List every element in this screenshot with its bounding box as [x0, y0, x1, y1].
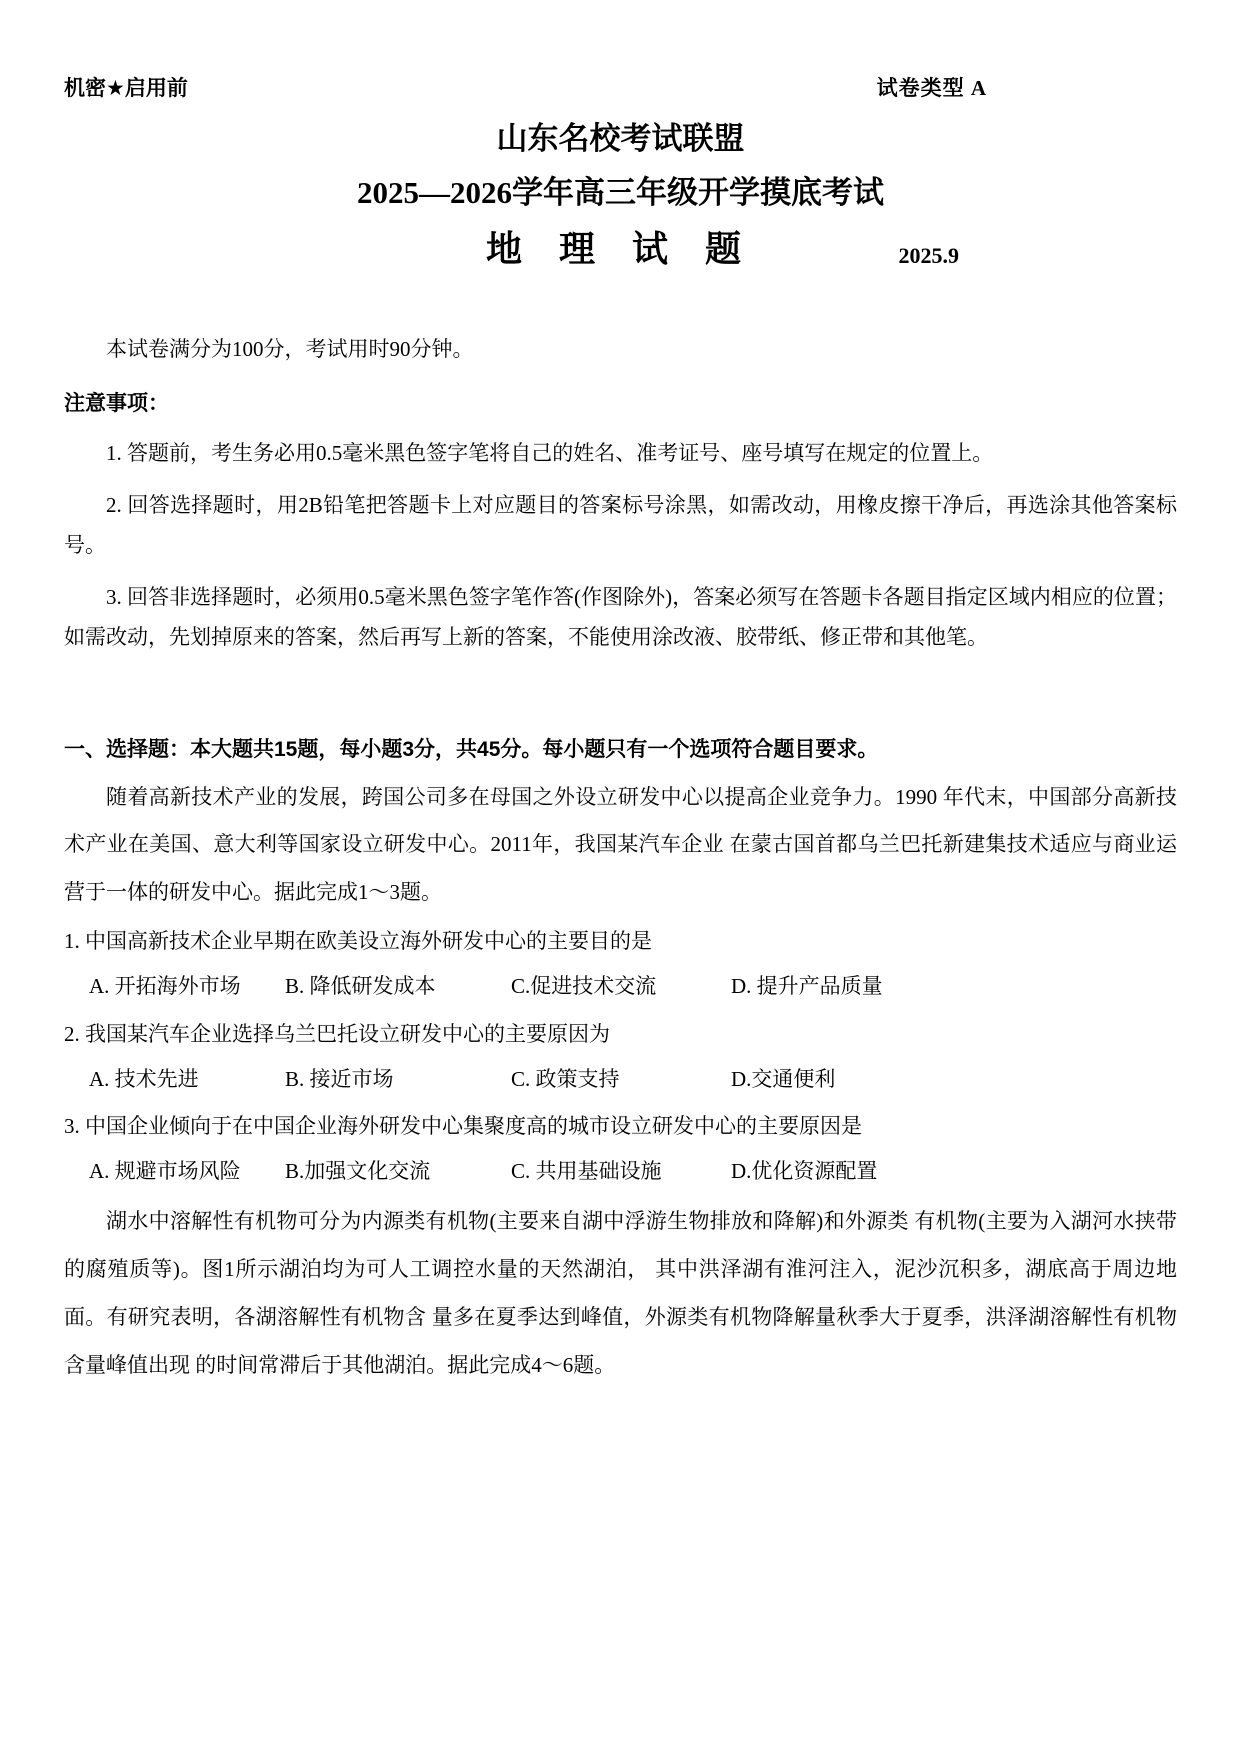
notice-item-3: 3. 回答非选择题时，必须用0.5毫米黑色签字笔作答(作图除外)，答案必须写在答题卡各题目指定区域内相应的位置；如需改动，先划掉原来的答案，然后再写上新的答案，不能使用涂改液、胶带纸、修正带和其他笔。 — [64, 584, 1177, 649]
question-2-option-d: D.交通便利 — [731, 1066, 836, 1091]
question-3-option-a: A. 规避市场风险 — [89, 1158, 241, 1183]
subject-title-row — [64, 226, 1177, 273]
question-1-option-d: D. 提升产品质量 — [731, 974, 883, 999]
notice-item-1: 1. 答题前，考生务必用0.5毫米黑色签字笔将自己的姓名、准考证号、座号填写在规定的位置上。 — [106, 441, 994, 466]
question-2-option-c: C. 政策支持 — [511, 1066, 620, 1091]
exam-info: 本试卷满分为100分，考试用时90分钟。 — [106, 337, 474, 362]
question-2-option-a: A. 技术先进 — [89, 1066, 199, 1091]
question-2-stem: 2. 我国某汽车企业选择乌兰巴托设立研发中心的主要原因为 — [64, 1021, 610, 1046]
question-3-stem: 3. 中国企业倾向于在中国企业海外研发中心集聚度高的城市设立研发中心的主要原因是 — [64, 1113, 862, 1138]
notice-heading: 注意事项： — [64, 392, 169, 416]
exam-date: 2025.9 — [898, 242, 959, 268]
exam-org-title: 山东名校考试联盟 — [496, 121, 745, 156]
question-3-option-b: B.加强文化交流 — [285, 1158, 431, 1183]
notice-item-2: 2. 回答选择题时，用2B铅笔把答题卡上对应题目的答案标号涂黑，如需改动，用橡皮擦干净后，再选涂其他答案标号。 — [64, 493, 1177, 558]
question-1-options — [64, 964, 1177, 1009]
question-3-options — [64, 1149, 1177, 1194]
page-header — [64, 72, 1177, 102]
question-2-options — [64, 1057, 1177, 1102]
exam-session-title: 2025—2026学年高三年级开学摸底考试 — [357, 174, 884, 210]
paper-type-label: 试卷类型 A — [876, 76, 987, 100]
question-3-option-d: D.优化资源配置 — [731, 1158, 878, 1183]
title-block — [64, 118, 1177, 272]
question-1-option-b: B. 降低研发成本 — [285, 974, 436, 999]
section1-heading: 一、选择题：本大题共15题，每小题3分，共45分。每小题只有一个选项符合题目要求。 — [64, 737, 879, 761]
question-1-option-c: C.促进技术交流 — [511, 974, 657, 999]
confidential-label: 机密★启用前 — [64, 77, 188, 100]
question-1-option-a: A. 开拓海外市场 — [89, 974, 241, 999]
passage-1: 随着高新技术产业的发展，跨国公司多在母国之外设立研发中心以提高企业竞争力。1990 年代末，中国部分高新技术产业在美国、意大利等国家设立研发中心。2011年，我国某汽车企业 在蒙古国首都乌兰巴托新建集技术适应与商业运营于一体的研发中心。据此完成1～3题。 — [64, 784, 1177, 905]
question-3-option-c: C. 共用基础设施 — [511, 1158, 662, 1183]
question-2-option-b: B. 接近市场 — [285, 1066, 394, 1091]
question-1-stem: 1. 中国高新技术企业早期在欧美设立海外研发中心的主要目的是 — [64, 929, 652, 954]
passage-2: 湖水中溶解性有机物可分为内源类有机物(主要来自湖中浮游生物排放和降解)和外源类 有机物(主要为入湖河水挟带的腐殖质等)。图1所示湖泊均为可人工调控水量的天然湖泊， 其中洪泽湖有淮河注入，泥沙沉积多，湖底高于周边地面。有研究表明，各湖溶解性有机物含 量多在夏季达到峰值，外源类有机物降解量秋季大于夏季，洪泽湖溶解性有机物含量峰值出现 的时间常滞后于其他湖泊。据此完成4～6题。 — [64, 1209, 1177, 1377]
subject-title: 地 理 试 题 — [485, 228, 755, 269]
